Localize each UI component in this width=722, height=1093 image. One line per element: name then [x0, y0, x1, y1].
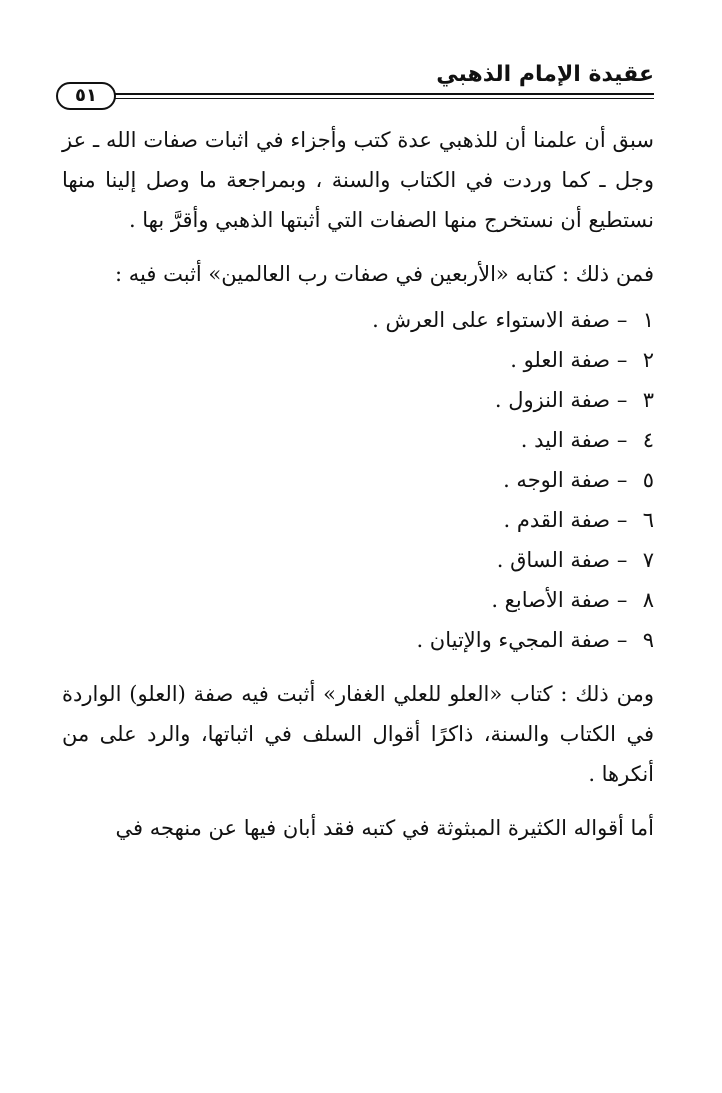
list-text: صفة اليد . — [520, 428, 611, 452]
list-item: ٦ – صفة القدم . — [62, 500, 654, 540]
running-title: عقيدة الإمام الذهبي — [436, 62, 654, 87]
list-item: ٤ – صفة اليد . — [62, 420, 654, 460]
header-rule — [110, 93, 654, 95]
page-number: ٥١ — [56, 82, 116, 110]
list-text: صفة الساق . — [496, 548, 611, 572]
list-number: ٨ — [642, 588, 654, 612]
list-text: صفة الاستواء على العرش . — [372, 308, 611, 332]
list-item: ٩ – صفة المجيء والإتيان . — [62, 620, 654, 660]
paragraph-arbaeen: فمن ذلك : كتابه «الأربعين في صفات رب العالمين» أثبت فيه : — [115, 262, 654, 286]
list-item: ٨ – صفة الأصابع . — [62, 580, 654, 620]
list-number: ٤ — [642, 428, 654, 452]
list-item: ٢ – صفة العلو . — [62, 340, 654, 380]
paragraph-uluw: ومن ذلك : كتاب «العلو للعلي الغفار» أثبت فيه صفة (العلو) الواردة في الكتاب والسنة، ذاكرًا أقوال السلف في اثباتها، والرد على من أنكرها . — [62, 682, 654, 786]
list-number: ١ — [642, 308, 654, 332]
list-item: ٣ – صفة النزول . — [62, 380, 654, 420]
list-number: ٦ — [642, 508, 654, 532]
list-text: صفة الأصابع . — [491, 588, 611, 612]
page-body — [62, 120, 654, 862]
list-number: ٢ — [642, 348, 654, 372]
paragraph-intro: سبق أن علمنا أن للذهبي عدة كتب وأجزاء في اثبات صفات الله ـ عز وجل ـ كما وردت في الكتاب والسنة ، وبمراجعة ما وصل إلينا منها نستطيع أن نستخرج منها الصفات التي أثبتها الذهبي وأقرَّ بها . — [62, 128, 654, 232]
list-text: صفة القدم . — [503, 508, 611, 532]
header-rule-thin — [110, 98, 654, 99]
list-text: صفة الوجه . — [503, 468, 611, 492]
list-text: صفة النزول . — [494, 388, 611, 412]
list-number: ٧ — [642, 548, 654, 572]
list-item: ٧ – صفة الساق . — [62, 540, 654, 580]
list-number: ٥ — [642, 468, 654, 492]
list-number: ٩ — [642, 628, 654, 652]
list-item: ١ – صفة الاستواء على العرش . — [62, 300, 654, 340]
list-item: ٥ – صفة الوجه . — [62, 460, 654, 500]
list-number: ٣ — [642, 388, 654, 412]
list-text: صفة العلو . — [510, 348, 611, 372]
list-text: صفة المجيء والإتيان . — [416, 628, 611, 652]
attributes-list — [62, 300, 654, 660]
paragraph-sayings: أما أقواله الكثيرة المبثوثة في كتبه فقد أبان فيها عن منهجه في — [115, 816, 654, 840]
page-header — [56, 60, 654, 110]
